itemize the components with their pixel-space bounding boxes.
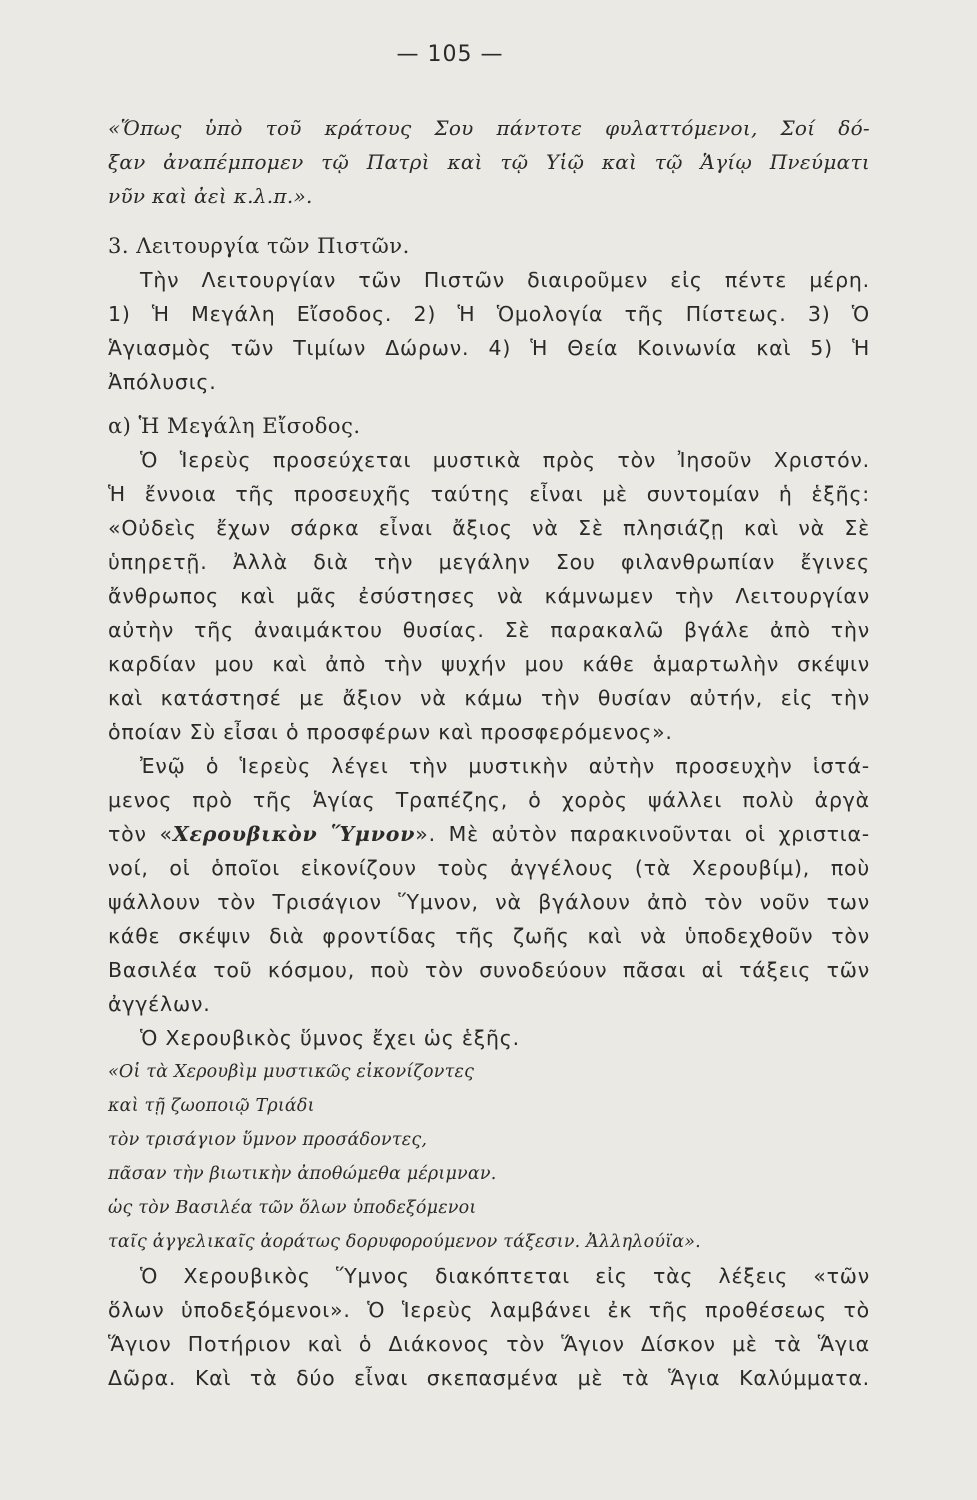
para3-line-3: Ἅγιον Ποτήριον καὶ ὁ Διάκονος τὸν Ἅγιον Δίσκον μὲ τὰ Ἅγια: [108, 1332, 870, 1356]
para1-line-9: ὁποίαν Σὺ εἶσαι ὁ προσφέρων καὶ προσφερόμενος».: [108, 720, 673, 744]
page-number: — 105 —: [396, 42, 504, 67]
prayer-line-2: ξαν ἀναπέμπομεν τῷ Πατρὶ καὶ τῷ Υἱῷ καὶ τῷ Ἁγίῳ Πνεύματι: [108, 150, 870, 174]
para2-line-1: Ἐνῷ ὁ Ἱερεὺς λέγει τὴν μυστικὴν αὐτὴν προσευχὴν ἱστά-: [140, 754, 870, 778]
para3-line-2: ὅλων ὑποδεξόμενοι». Ὁ Ἱερεὺς λαμβάνει ἐκ τῆς προθέσεως τὸ: [108, 1298, 870, 1322]
para2-line-4: νοί, οἱ ὁποῖοι εἰκονίζουν τοὺς ἀγγέλους (τὰ Χερουβίμ), ποὺ: [108, 856, 870, 880]
hymn-line-6: ταῖς ἀγγελικαῖς ἀοράτως δορυφορούμενον τάξεσιν. Ἀλληλούϊα».: [108, 1232, 701, 1252]
prayer-line-3: νῦν καὶ ἀεὶ κ.λ.π.».: [108, 184, 313, 208]
intro-line-3: Ἁγιασμὸς τῶν Τιμίων Δώρων. 4) Ἡ Θεία Κοινωνία καὶ 5) Ἡ: [108, 336, 870, 360]
prayer-ending: [108, 113, 870, 212]
subheading: α) Ἡ Μεγάλη Εἴσοδος.: [108, 414, 361, 438]
para2-line-5: ψάλλουν τὸν Τρισάγιον Ὕμνον, νὰ βγάλουν ἀπὸ τὸν νοῦν των: [108, 890, 870, 914]
hymn-line-2: καὶ τῇ ζωοποιῷ Τριάδι: [108, 1096, 315, 1116]
paragraph-great-entrance: [108, 1261, 870, 1394]
para2-line-3-post: ». Μὲ αὐτὸν παρακινοῦνται οἱ χριστια-: [415, 822, 871, 846]
paragraph-cherubic-hymn: [108, 751, 870, 1020]
para2-line-8: ἀγγέλων.: [108, 992, 211, 1016]
para1-line-6: αὐτὴν τῆς ἀναιμάκτου θυσίας. Σὲ παρακαλῶ βγάλε ἀπὸ τὴν: [108, 618, 870, 642]
para1-line-7: καρδίαν μου καὶ ἀπὸ τὴν ψυχήν μου κάθε ἁμαρτωλὴν σκέψιν: [108, 652, 870, 676]
para1-line-4: ὑπηρετῇ. Ἀλλὰ διὰ τὴν μεγάλην Σου φιλανθρωπίαν ἔγινες: [108, 550, 870, 574]
hymn-line-1: «Οἱ τὰ Χερουβὶμ μυστικῶς εἰκονίζοντες: [108, 1062, 475, 1082]
intro-line-4: Ἀπόλυσις.: [108, 370, 217, 394]
para3-line-1: Ὁ Χερουβικὸς Ὕμνος διακόπτεται εἰς τὰς λέξεις «τῶν: [140, 1264, 870, 1288]
para2-line-3-pre: τὸν «: [108, 822, 173, 846]
para1-line-8: καὶ κατάστησέ με ἄξιον νὰ κάμω τὴν θυσίαν αὐτήν, εἰς τὴν: [108, 686, 870, 710]
intro-paragraph: [108, 265, 870, 398]
para2-line-7: Βασιλέα τοῦ κόσμου, ποὺ τὸν συνοδεύουν πᾶσαι αἱ τάξεις τῶν: [108, 958, 870, 982]
para1-line-3: «Οὐδεὶς ἔχων σάρκα εἶναι ἄξιος νὰ Σὲ πλησιάζῃ καὶ νὰ Σὲ: [108, 516, 870, 540]
para3-line-4: Δῶρα. Καὶ τὰ δύο εἶναι σκεπασμένα μὲ τὰ Ἅγια Καλύμματα.: [108, 1366, 870, 1390]
prayer-line-1: «Ὅπως ὑπὸ τοῦ κράτους Σου πάντοτε φυλαττόμενοι, Σοί δό-: [108, 116, 870, 140]
hymn-intro: Ὁ Χερουβικὸς ὕμνος ἔχει ὡς ἑξῆς.: [140, 1026, 520, 1050]
hymn-line-4: πᾶσαν τὴν βιωτικὴν ἀποθώμεθα μέριμναν.: [108, 1164, 497, 1184]
hymn-line-5: ὡς τὸν Βασιλέα τῶν ὅλων ὑποδεξόμενοι: [108, 1198, 477, 1218]
page-body: [108, 113, 870, 1397]
para1-line-1: Ὁ Ἱερεὺς προσεύχεται μυστικὰ πρὸς τὸν Ἰησοῦν Χριστόν.: [140, 448, 870, 472]
hymn-line-3: τὸν τρισάγιον ὕμνον προσάδοντες,: [108, 1130, 428, 1150]
section-heading: 3. Λειτουργία τῶν Πιστῶν.: [108, 234, 410, 258]
para1-line-2: Ἡ ἔννοια τῆς προσευχῆς ταύτης εἶναι μὲ συντομίαν ἡ ἑξῆς:: [108, 482, 870, 506]
para1-line-5: ἄνθρωπος καὶ μᾶς ἐσύστησες νὰ κάμνωμεν τὴν Λειτουργίαν: [108, 584, 870, 608]
cherubic-hymn-text: [108, 1057, 870, 1258]
hymn-title-italic: Χερουβικὸν Ὕμνον: [172, 822, 416, 846]
intro-line-1: Τὴν Λειτουργίαν τῶν Πιστῶν διαιροῦμεν εἰς πέντε μέρη.: [140, 268, 870, 292]
paragraph-prayer-meaning: [108, 445, 870, 748]
intro-line-2: 1) Ἡ Μεγάλη Εἴσοδος. 2) Ἡ Ὁμολογία τῆς Πίστεως. 3) Ὁ: [108, 302, 870, 326]
para2-line-2: μενος πρὸ τῆς Ἁγίας Τραπέζης, ὁ χορὸς ψάλλει πολὺ ἀργὰ: [108, 788, 870, 812]
para2-line-6: κάθε σκέψιν διὰ φροντίδας τῆς ζωῆς καὶ νὰ ὑποδεχθοῦν τὸν: [108, 924, 870, 948]
para2-line-3: [108, 819, 870, 850]
